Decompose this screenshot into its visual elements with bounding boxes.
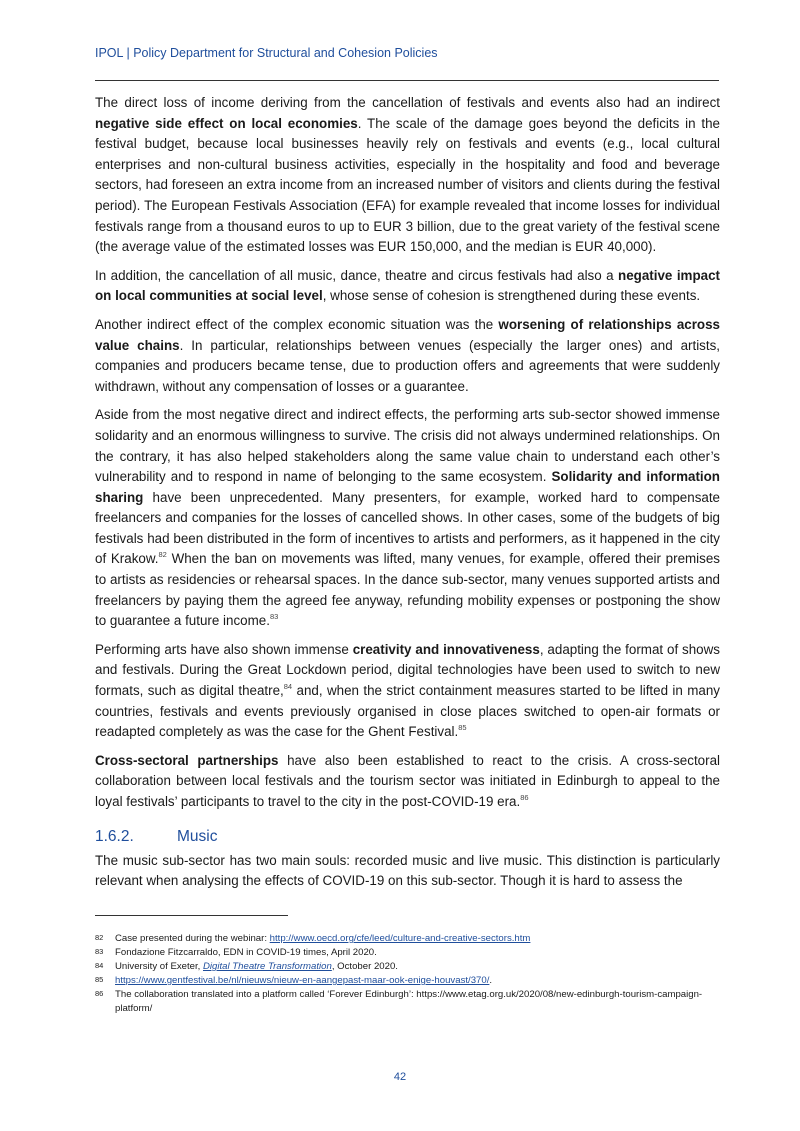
paragraph-text: Performing arts have also shown immense — [95, 641, 353, 657]
paragraph-local-economies — [95, 93, 720, 258]
footnote-ref-85[interactable]: 85 — [458, 723, 467, 733]
footnotes — [95, 932, 720, 1016]
paragraph-text: have been unprecedented. Many presenters, for example, worked hard to compensate freelancers and companies for the losses of cancelled shows. In other cases, some of the budgets of big festivals had been distributed in the form of incentives to artists and performers, as it happened in the city of Krakow. — [95, 489, 720, 567]
footnote-number: 86 — [95, 989, 104, 998]
footnote-link[interactable]: http://www.oecd.org/cfe/leed/culture-and-creative-sectors.htm — [269, 933, 531, 944]
emphasis-text: Cross-sectoral partnerships — [95, 752, 279, 768]
footnote-text — [115, 960, 720, 974]
footnote-text-part: University of Exeter, — [115, 961, 203, 972]
footnote-text: The collaboration translated into a platform called ‘Forever Edinburgh’: https://www.etag.org.uk/2020/08/new-edinburgh-tourism-campaign-platform/ — [115, 989, 703, 1014]
footnote-82 — [95, 932, 720, 946]
section-number: 1.6.2. — [95, 827, 134, 845]
paragraph-text: The music sub-sector has two main souls: recorded music and live music. This distinction is particularly relevant when analysing the effects of COVID-19 on this sub-sector. Though it is hard to assess the — [95, 852, 720, 889]
footnote-number: 82 — [95, 933, 104, 942]
paragraph-text: and, when the strict containment measures started to be lifted in many countries, festivals and events previously organised in close places switched to open-air formats or readapted completely as was the case for the Ghent Festival. — [95, 683, 720, 740]
running-header: IPOL | Policy Department for Structural and Cohesion Policies — [95, 46, 438, 60]
footnote-86 — [95, 988, 720, 1016]
footnote-number: 83 — [95, 947, 104, 956]
footnote-text: Fondazione Fitzcarraldo, EDN in COVID-19 times, April 2020. — [115, 947, 377, 958]
paragraph-solidarity — [95, 405, 720, 632]
footnote-ref-82[interactable]: 82 — [158, 550, 167, 560]
emphasis-text: negative impact on local communities at social level — [95, 267, 720, 304]
paragraph-local-communities — [95, 266, 720, 307]
paragraph-partnerships — [95, 751, 720, 813]
footnote-text-part: Case presented during the webinar: — [115, 933, 270, 944]
footnote-number: 85 — [95, 975, 104, 984]
footnote-ref-84[interactable]: 84 — [283, 682, 293, 692]
emphasis-text: worsening of relationships across value chains — [95, 316, 720, 353]
footnote-text — [115, 932, 720, 946]
emphasis-text: negative side effect on local economies — [95, 115, 358, 131]
emphasis-text: Solidarity and information sharing — [95, 469, 720, 505]
paragraph-text: . The scale of the damage goes beyond the deficits in the festival budget, because local businesses heavily rely on festivals and events (e.g., local cultural enterprises and non-cultural business activities, especially in the hospitality and food and beverage sectors, had foreseen an extra income from an increased number of visitors and clients during the festival period). The European Festivals Association (EFA) for example revealed that income losses for individual festivals range from a thousand euros to up to EUR 3 billion, due to the great variety of the festival scene (the average value of the estimated losses was EUR 150,000, and the median is EUR 40,000). — [95, 115, 720, 255]
section-title: Music — [177, 827, 218, 845]
footnote-83 — [95, 946, 720, 960]
paragraph-text: In addition, the cancellation of all music, dance, theatre and circus festivals had also a — [95, 267, 619, 283]
paragraph-text: Aside from the most negative direct and indirect effects, the performing arts sub-sector showed immense solidarity and an enormous willingness to survive. The crisis did not always undermined relationships. On the contrary, it has also helped stakeholders along the same value chain to understand each other’s vulnerability and to respond in name of belonging to the same ecosystem. — [95, 407, 720, 485]
emphasis-text: creativity and innovativeness — [352, 641, 540, 657]
paragraph-text: , whose sense of cohesion is strengthened during these events. — [322, 288, 701, 304]
footnote-text — [115, 974, 720, 988]
footnote-85 — [95, 974, 720, 988]
header-divider — [95, 80, 719, 81]
paragraph-value-chains — [95, 315, 720, 397]
paragraph-text: The direct loss of income deriving from the cancellation of festivals and events also had an indirect — [95, 95, 720, 110]
footnote-text-part: . — [489, 975, 493, 986]
section-heading-music — [95, 827, 720, 847]
footnote-number: 84 — [95, 961, 104, 970]
paragraph-text: have also been established to react to the crisis. A cross-sectoral collaboration between local festivals and the tourism sector was initiated in Edinburgh to appeal to the loyal festivals’ participants to travel to the city in the post-COVID-19 era. — [95, 752, 720, 809]
footnote-link[interactable]: https://www.gentfestival.be/nl/nieuws/nieuw-en-aangepast-maar-ook-enige-houvast/370/ — [115, 975, 490, 986]
footnote-ref-86[interactable]: 86 — [520, 793, 529, 802]
paragraph-creativity — [95, 640, 720, 743]
footnote-text-part: , October 2020. — [331, 961, 398, 972]
footnote-ref-83[interactable]: 83 — [269, 612, 279, 622]
paragraph-text: . In particular, relationships between venues (especially the larger ones) and artists, companies and producers became tense, due to production offers and agreements that were suddenly withdrawn, without any compensation of losses or a guarantee. — [95, 337, 721, 394]
paragraph-text: Another indirect effect of the complex economic situation was the — [95, 316, 499, 332]
footnote-divider — [95, 915, 288, 916]
footnote-84 — [95, 960, 720, 974]
footnote-link[interactable]: Digital Theatre Transformation — [202, 961, 332, 972]
page-number: 42 — [393, 1071, 407, 1083]
main-content — [95, 93, 720, 900]
paragraph-music-intro — [95, 851, 720, 892]
paragraph-text: When the ban on movements was lifted, many venues, for example, offered their premises to artists as residencies or rehearsal spaces. In the dance sub-sector, many venues supported artists and freelancers by paying them the agreed fee anyway, refunding mobility expenses or postponing the show to guarantee a future income. — [95, 551, 720, 629]
paragraph-text: , adapting the format of shows and festivals. During the Great Lockdown period, digital technologies have been used to switch to new formats, such as digital theatre, — [95, 641, 720, 699]
